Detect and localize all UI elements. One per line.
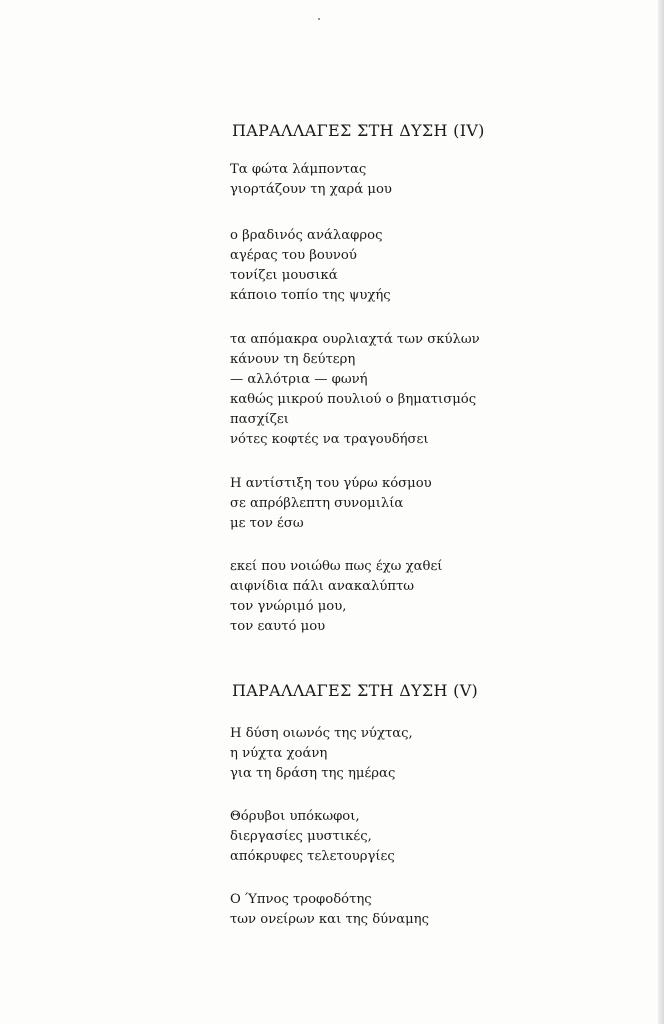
poem-line: αγέρας του βουνού <box>230 248 357 263</box>
poem-iv-stanza-5 <box>230 557 442 637</box>
poem-line: νότες κοφτές να τραγουδήσει <box>230 432 429 447</box>
poem-line: κάνουν τη δεύτερη <box>230 352 356 367</box>
page-edge <box>658 0 664 1024</box>
poem-v-stanza-2 <box>230 807 395 867</box>
poem-line: σε απρόβλεπτη συνομιλία <box>230 496 404 511</box>
poem-iv-stanza-3 <box>230 330 480 450</box>
poem-iv-stanza-4 <box>230 474 432 534</box>
poem-line: Η αντίστιξη του γύρω κόσμου <box>230 476 432 491</box>
poem-line: ο βραδινός ανάλαφρος <box>230 228 383 243</box>
poem-line: των ονείρων και της δύναμης <box>230 912 429 927</box>
poem-line: γιορτάζουν τη χαρά μου <box>230 182 392 197</box>
poem-line: πασχίζει <box>230 412 289 427</box>
poem-line: τον εαυτό μου <box>230 619 326 634</box>
poem-line: Τα φώτα λάμποντας <box>230 162 367 177</box>
poem-line: κάποιο τοπίο της ψυχής <box>230 288 391 303</box>
poem-line: αιφνίδια πάλι ανακαλύπτω <box>230 579 415 594</box>
poem-v-stanza-3 <box>230 890 429 930</box>
poem-line: Η δύση οιωνός της νύχτας, <box>230 726 413 741</box>
poem-iv-title: ΠΑΡΑΛΛΑΓΕΣ ΣΤΗ ΔΥΣΗ (IV) <box>232 121 485 140</box>
poem-line: με τον έσω <box>230 516 304 531</box>
poem-line: τονίζει μουσικά <box>230 268 338 283</box>
poem-line: η νύχτα χοάνη <box>230 746 328 761</box>
print-speck <box>318 18 320 20</box>
poem-line: Θόρυβοι υπόκωφοι, <box>230 809 360 824</box>
poem-line: απόκρυφες τελετουργίες <box>230 849 395 864</box>
poem-line: εκεί που νοιώθω πως έχω χαθεί <box>230 559 443 574</box>
poem-v-stanza-1 <box>230 724 413 784</box>
poem-line: καθώς μικρού πουλιού ο βηματισμός <box>230 392 477 407</box>
poem-iv-stanza-2 <box>230 226 391 306</box>
poem-line: — αλλότρια — φωνή <box>230 372 368 387</box>
poem-v-title: ΠΑΡΑΛΛΑΓΕΣ ΣΤΗ ΔΥΣΗ (V) <box>232 681 479 700</box>
poem-line: Ο Ύπνος τροφοδότης <box>230 892 372 907</box>
poem-iv-stanza-1 <box>230 160 392 200</box>
poem-line: για τη δράση της ημέρας <box>230 766 396 781</box>
poem-line: τα απόμακρα ουρλιαχτά των σκύλων <box>230 332 480 347</box>
poem-line: διεργασίες μυστικές, <box>230 829 372 844</box>
poem-line: τον γνώριμό μου, <box>230 599 347 614</box>
